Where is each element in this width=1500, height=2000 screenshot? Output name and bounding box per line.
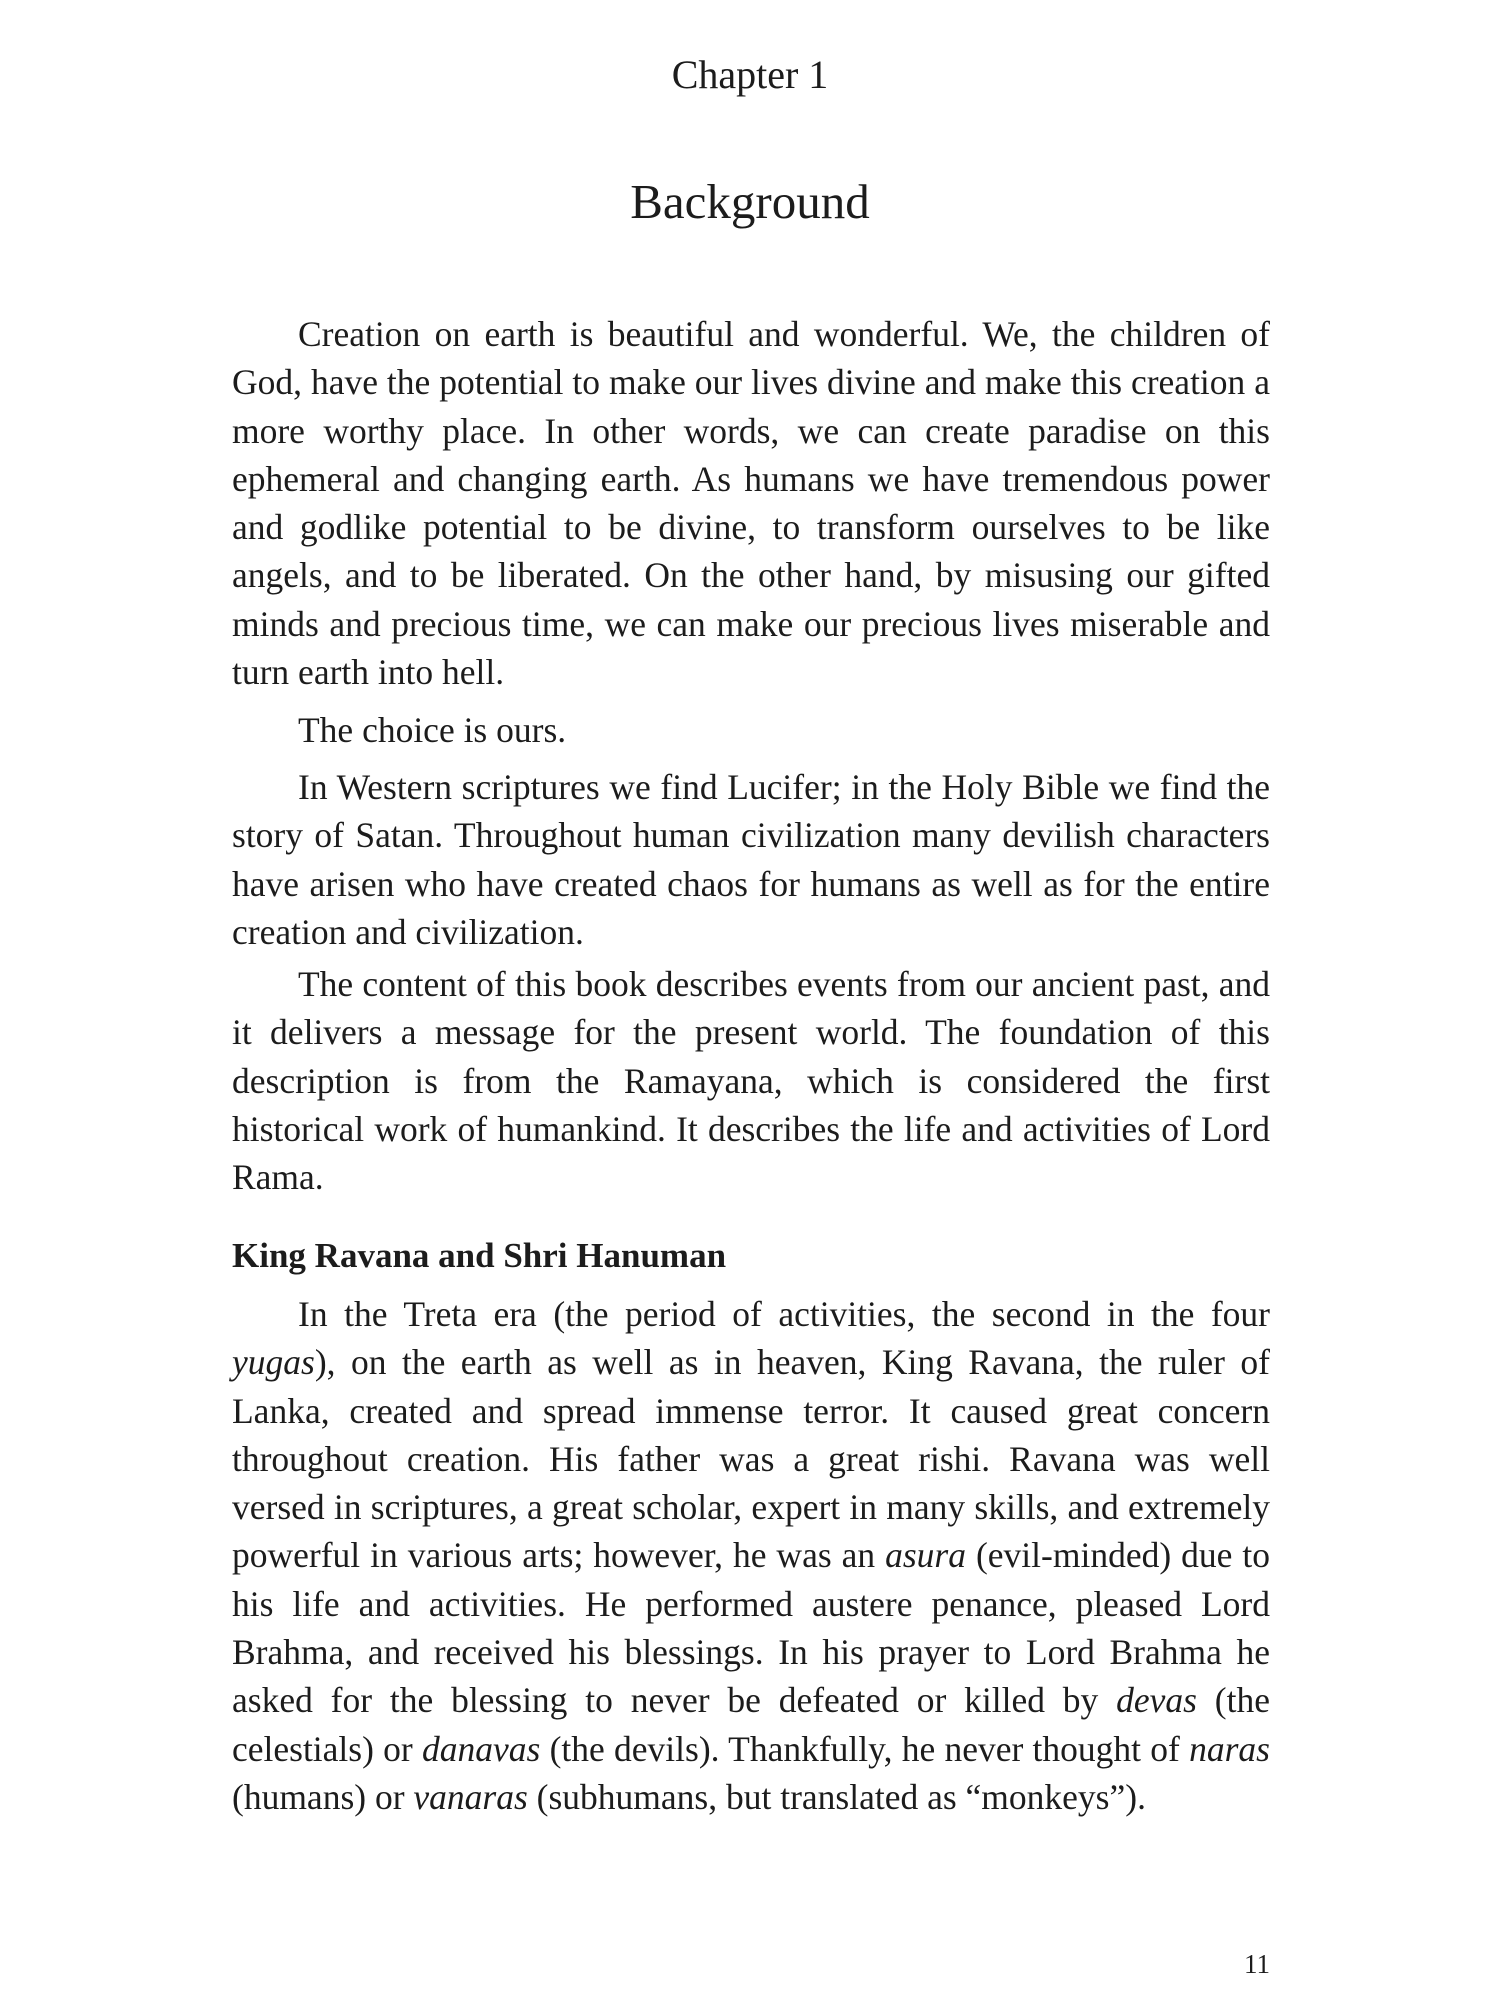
text-run: (the devils). Thankfully, he never thought of <box>540 1728 1190 1769</box>
paragraph-text: In Western scriptures we find Lucifer; in the Holy Bible we find the story of Satan. Throughout human civilization many devilish characters have arisen who have created chaos for humans as well as for the entire creation and civilization. <box>232 767 1270 952</box>
paragraph-text: The choice is ours. <box>298 710 567 750</box>
page-number: 11 <box>1244 1949 1270 1979</box>
chapter-title: Background <box>630 174 870 229</box>
paragraph-treta-era <box>232 1290 1270 1821</box>
section-heading: King Ravana and Shri Hanuman <box>232 1236 727 1275</box>
paragraph-choice <box>232 706 1270 754</box>
italic-term-devas: devas <box>1116 1680 1197 1721</box>
paragraph-text: The content of this book describes events from our ancient past, and it delivers a message for the present world. The foundation of this description is from the Ramayana, which is considered the first historical work of humankind. It describes the life and activities of Lord Rama. <box>232 964 1270 1198</box>
paragraph-western-scriptures <box>232 763 1270 956</box>
paragraph-text: Creation on earth is beautiful and wonderful. We, the children of God, have the potential to make our lives divine and make this creation a more worthy place. In other words, we can create paradise on this ephemeral and changing earth. As humans we have tremendous power and godlike potential to be divine, to transform ourselves to be like angels, and to be liberated. On the other hand, by misusing our gifted minds and precious time, we can make our precious lives miserable and turn earth into hell. <box>232 314 1270 693</box>
text-run: (evil-minded) due to his life and activities. He performed austere penance, pleased Lord Brahma, and received his blessings. In his prayer to Lord Brahma he asked for the blessing to never be defeated or killed by <box>232 1535 1270 1721</box>
italic-term-naras: naras <box>1189 1728 1270 1769</box>
text-run: In the Treta era (the period of activities, the second in the four <box>298 1294 1270 1334</box>
chapter-label: Chapter 1 <box>671 52 829 97</box>
paragraph-text <box>232 1290 1270 1821</box>
text-run: (subhumans, but translated as “monkeys”). <box>527 1776 1146 1817</box>
italic-term-yugas: yugas <box>232 1342 315 1383</box>
paragraph-book-content <box>232 960 1270 1201</box>
text-run: (the celestials) or <box>232 1680 1270 1769</box>
italic-term-asura: asura <box>885 1535 966 1576</box>
italic-term-danavas: danavas <box>422 1728 541 1769</box>
text-run: ), on the earth as well as in heaven, King Ravana, the ruler of Lanka, created and spread immense terror. It caused great concern throughout creation. His father was a great rishi. Ravana was well versed in scriptures, a great scholar, expert in many skills, and extremely powerful in various arts; however, he was an <box>232 1342 1270 1576</box>
italic-term-vanaras: vanaras <box>413 1776 528 1817</box>
text-run: (humans) or <box>232 1776 414 1817</box>
paragraph-creation <box>232 310 1270 696</box>
